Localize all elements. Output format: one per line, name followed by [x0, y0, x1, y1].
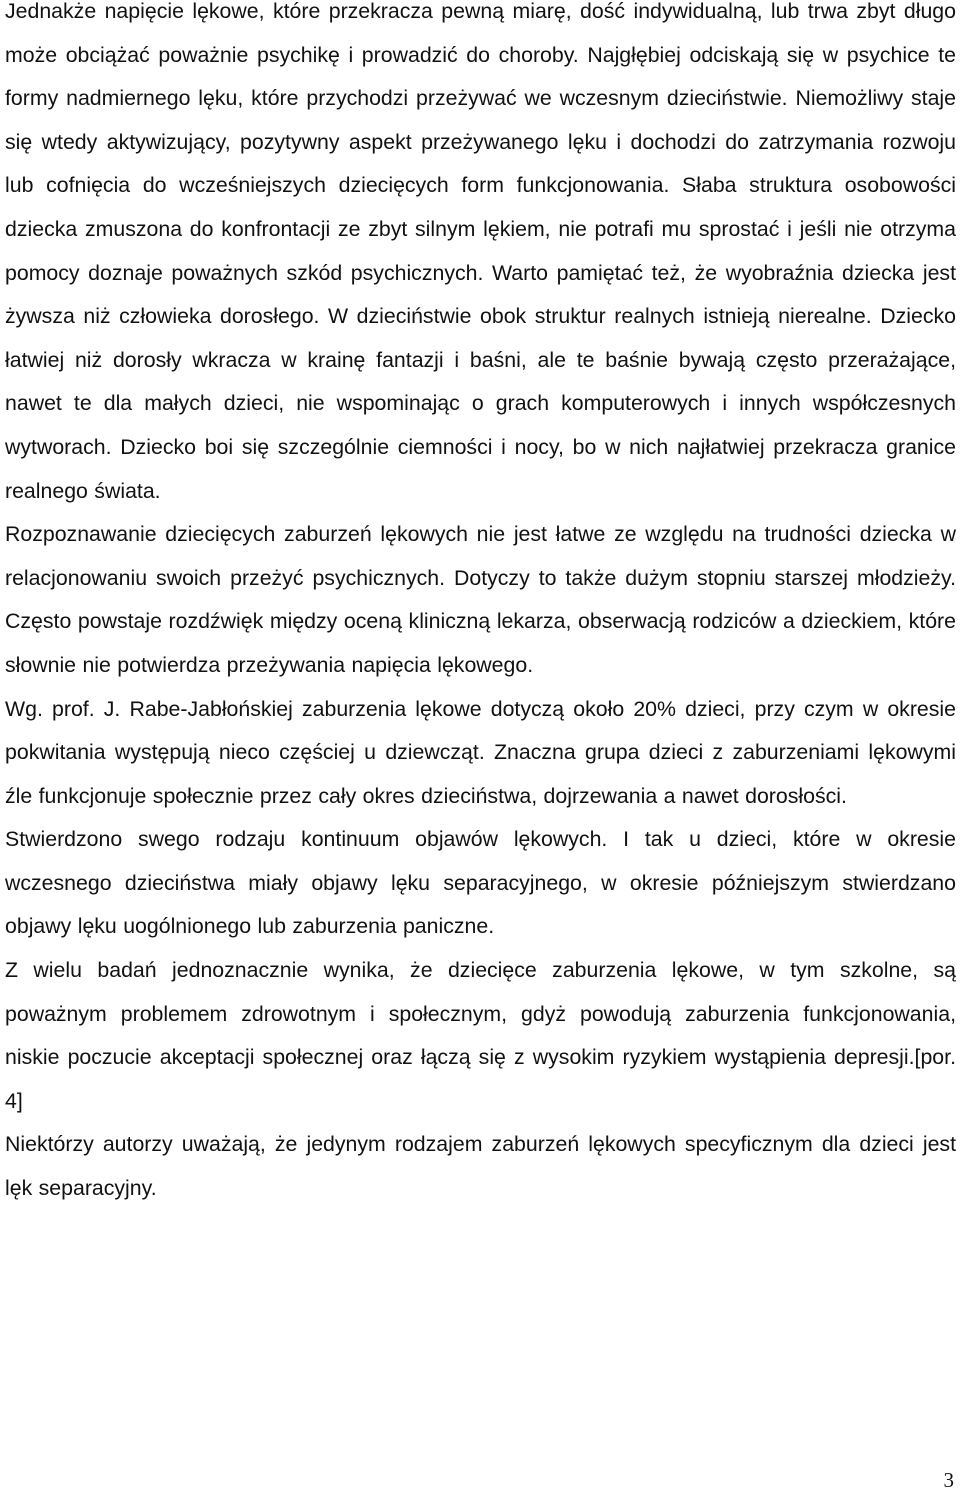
paragraph-1: Jednakże napięcie lękowe, które przekracza pewną miarę, dość indywidualną, lub trwa zbyt długo może obciążać poważnie psychikę i prowadzić do choroby. Najgłębiej odciskają się w psychice te formy nadmiernego lęku, które przychodzi przeżywać we wczesnym dzieciństwie. Niemożliwy staje się wtedy aktywizujący, pozytywny aspekt przeżywanego lęku i dochodzi do zatrzymania rozwoju lub cofnięcia do wcześniejszych dziecięcych form funkcjonowania. Słaba struktura osobowości dziecka zmuszona do konfrontacji ze zbyt silnym lękiem, nie potrafi mu sprostać i jeśli nie otrzyma pomocy doznaje poważnych szkód psychicznych. Warto pamiętać też, że wyobraźnia dziecka jest żywsza niż człowieka dorosłego. W dzieciństwie obok struktur realnych istnieją nierealne. Dziecko łatwiej niż dorosły wkracza w krainę fantazji i baśni, ale te baśnie bywają często przerażające, nawet te dla małych dzieci, nie wspominając o grach komputerowych i innych współczesnych wytworach. Dziecko boi się szczególnie ciemności i nocy, bo w nich najłatwiej przekracza granice realnego świata. — [5, 0, 956, 503]
paragraph-6: Niektórzy autorzy uważają, że jedynym rodzajem zaburzeń lękowych specyficznym dla dzieci jest lęk separacyjny. — [5, 1132, 956, 1201]
document-body — [5, 0, 956, 1211]
paragraph-4: Stwierdzono swego rodzaju kontinuum objawów lękowych. I tak u dzieci, które w okresie wczesnego dzieciństwa miały objawy lęku separacyjnego, w okresie późniejszym stwierdzano objawy lęku uogólnionego lub zaburzenia paniczne. — [5, 827, 956, 939]
paragraph-3: Wg. prof. J. Rabe-Jabłońskiej zaburzenia lękowe dotyczą około 20% dzieci, przy czym w okresie pokwitania występują nieco częściej u dziewcząt. Znaczna grupa dzieci z zaburzeniami lękowymi źle funkcjonuje społecznie przez cały okres dzieciństwa, dojrzewania a nawet dorosłości. — [5, 696, 956, 808]
paragraph-5: Z wielu badań jednoznacznie wynika, że dziecięce zaburzenia lękowe, w tym szkolne, są poważnym problemem zdrowotnym i społecznym, gdyż powodują zaburzenia funkcjonowania, niskie poczucie akceptacji społecznej oraz łączą się z wysokim ryzykiem wystąpienia depresji.[por. 4] — [5, 958, 956, 1113]
paragraph-2: Rozpoznawanie dziecięcych zaburzeń lękowych nie jest łatwe ze względu na trudności dziecka w relacjonowaniu swoich przeżyć psychicznych. Dotyczy to także dużym stopniu starszej młodzieży. Często powstaje rozdźwięk między oceną kliniczną lekarza, obserwacją rodziców a dzieckiem, które słownie nie potwierdza przeżywania napięcia lękowego. — [5, 522, 956, 677]
page-number: 3 — [943, 1468, 954, 1492]
